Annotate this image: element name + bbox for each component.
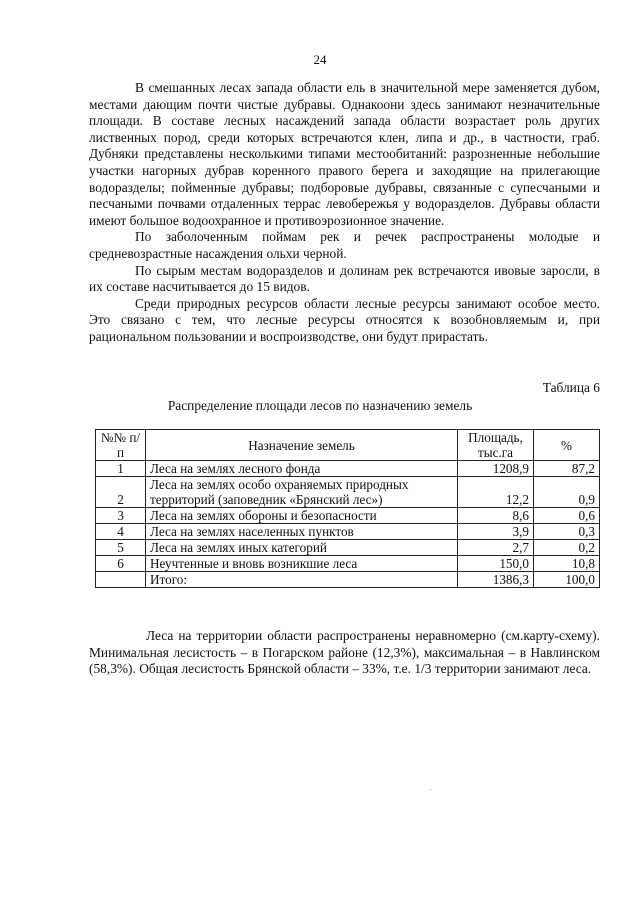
closing-text	[89, 628, 600, 678]
row-num: 5	[96, 540, 146, 556]
row-area: 8,6	[458, 508, 534, 524]
row-percent: 87,2	[534, 461, 600, 477]
table-row	[96, 508, 600, 524]
body-text	[89, 80, 600, 346]
table-label: Таблица 6	[542, 380, 600, 395]
row-purpose: Неучтенные и вновь возникшие леса	[146, 556, 458, 572]
header-area: Площадь, тыс.га	[458, 430, 534, 461]
table-row	[96, 461, 600, 477]
header-percent: %	[534, 430, 600, 461]
forest-area-table	[95, 429, 600, 588]
row-purpose: Леса на землях населенных пунктов	[146, 524, 458, 540]
page-number: 24	[313, 52, 327, 67]
row-num: 6	[96, 556, 146, 572]
header-purpose: Назначение земель	[146, 430, 458, 461]
row-percent: 0,3	[534, 524, 600, 540]
row-area: 1208,9	[458, 461, 534, 477]
row-area: 2,7	[458, 540, 534, 556]
row-num: 4	[96, 524, 146, 540]
paragraph-forest-cover: Леса на территории области распространены неравномерно (см.карту-схему). Минимальная лесистость – в Погарском районе (12,3%), максимальная – в Навлинском (58,3%). Общая лесистость Брянской области – 33%, т.е. 1/3 территории занимают леса.	[89, 628, 600, 677]
row-num: 1	[96, 461, 146, 477]
table-row	[96, 556, 600, 572]
table-title: Распределение площади лесов по назначению земель	[167, 398, 473, 413]
row-percent: 0,6	[534, 508, 600, 524]
table-header-row	[96, 430, 600, 461]
row-area: 12,2	[458, 477, 534, 508]
row-area: 3,9	[458, 524, 534, 540]
row-num: 3	[96, 508, 146, 524]
row-percent: 10,8	[534, 556, 600, 572]
header-num: №№ п/п	[96, 430, 146, 461]
total-num	[96, 572, 146, 588]
row-area: 150,0	[458, 556, 534, 572]
row-purpose: Леса на землях особо охраняемых природных территорий (заповедник «Брянский лес»)	[146, 477, 458, 508]
scan-speck	[430, 789, 431, 790]
table-row	[96, 524, 600, 540]
total-percent: 100,0	[534, 572, 600, 588]
table-row	[96, 477, 600, 508]
row-purpose: Леса на землях иных категорий	[146, 540, 458, 556]
row-percent: 0,2	[534, 540, 600, 556]
row-purpose: Леса на землях лесного фонда	[146, 461, 458, 477]
paragraph-willow: По сырым местам водоразделов и долинам рек встречаются ивовые заросли, в их составе насчитывается до 15 видов.	[89, 262, 600, 295]
paragraph-mixed-forests: В смешанных лесах запада области ель в значительной мере заменяется дубом, местами дающим почти чистые дубравы. Однакоони здесь занимают незначительные площади. В составе лесных насаждений запада области возрастает роль других лиственных пород, среди которых встречаются клен, липа и др., в частности, граб. Дубняки представлены несколькими типами местообитаний: разрозненные небольшие участки нагорных дубрав коренного правого берега и заходящие на прилегающие водоразделы; пойменные дубравы; подборовые дубравы, связанные с супесчаными и песчаными почвами отдаленных террас левобережья у водоразделов. Дубравы области имеют большое водоохранное и противоэрозионное значение.	[89, 80, 600, 228]
table-row	[96, 540, 600, 556]
table-total-row	[96, 572, 600, 588]
total-label: Итого:	[146, 572, 458, 588]
row-percent: 0,9	[534, 477, 600, 508]
row-purpose: Леса на землях обороны и безопасности	[146, 508, 458, 524]
total-area: 1386,3	[458, 572, 534, 588]
paragraph-resources: Среди природных ресурсов области лесные ресурсы занимают особое место. Это связано с тем, что лесные ресурсы относятся к возобновляемым и, при рациональном пользовании и воспроизводстве, они будут прирастать.	[89, 295, 600, 344]
row-num: 2	[96, 477, 146, 508]
paragraph-floodplains: По заболоченным поймам рек и речек распространены молодые и средневозрастные насаждения ольхи черной.	[89, 229, 600, 261]
